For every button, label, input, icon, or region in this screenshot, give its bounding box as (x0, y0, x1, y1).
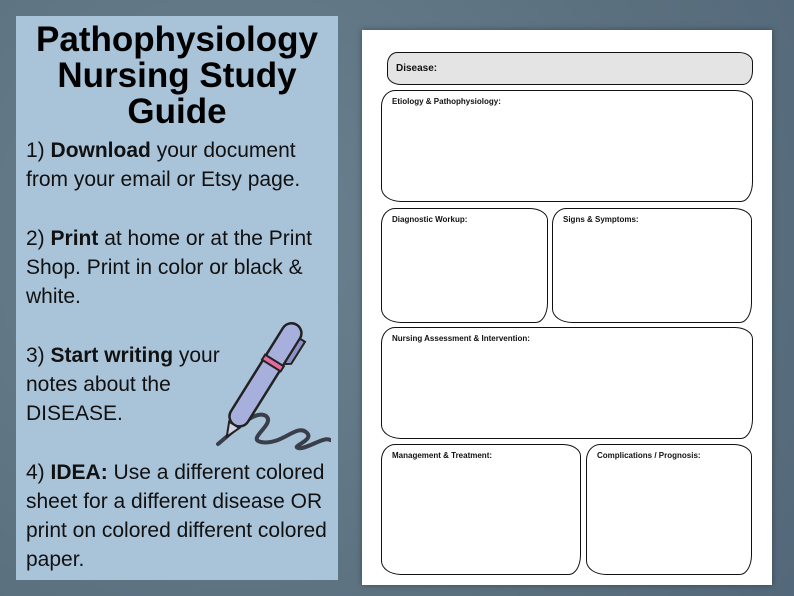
disease-field[interactable] (387, 52, 753, 85)
disease-label: Disease: (396, 63, 438, 74)
step-4 (26, 458, 331, 574)
step-1-text: your document from your email or Etsy page. (26, 139, 301, 191)
step-2-text: at home or at the Print Shop. Print in color or black & white. (26, 227, 312, 308)
step-2 (26, 224, 338, 311)
step-3-text: your notes about the DISEASE. (26, 344, 220, 425)
worksheet-page (362, 30, 772, 585)
etiology-label: Etiology & Pathophysiology: (392, 97, 501, 106)
signs-box[interactable] (552, 208, 752, 323)
etiology-box[interactable] (381, 90, 753, 202)
nursing-label: Nursing Assessment & Intervention: (392, 334, 530, 343)
complications-label: Complications / Prognosis: (597, 451, 701, 460)
instructions-panel (16, 16, 338, 580)
guide-title: Pathophysiology Nursing Study Guide (36, 20, 318, 131)
step-4-bold: IDEA: (50, 461, 108, 484)
diagnostic-box[interactable] (381, 208, 548, 323)
step-2-number: 2) (26, 227, 45, 250)
pen-icon (206, 304, 331, 454)
step-4-text: Use a different colored sheet for a different disease OR print on colored different colored paper. (26, 461, 327, 571)
management-label: Management & Treatment: (392, 451, 493, 460)
nursing-box[interactable] (381, 327, 753, 439)
step-3-number: 3) (26, 344, 45, 367)
step-1-number: 1) (26, 139, 45, 162)
complications-box[interactable] (586, 444, 752, 575)
step-4-number: 4) (26, 461, 45, 484)
step-1-bold: Download (50, 139, 151, 162)
step-2-bold: Print (50, 227, 99, 250)
management-box[interactable] (381, 444, 581, 575)
signs-label: Signs & Symptoms: (563, 215, 639, 224)
step-1 (26, 136, 331, 194)
step-3-bold: Start writing (50, 344, 174, 367)
diagnostic-label: Diagnostic Workup: (392, 215, 468, 224)
